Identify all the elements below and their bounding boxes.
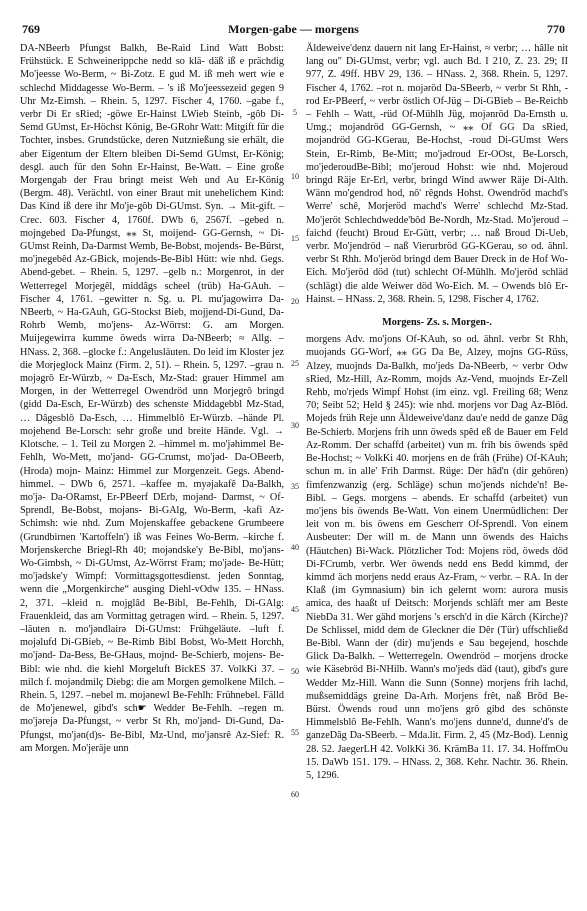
line-number: 35 [291, 482, 299, 491]
page-header [0, 22, 587, 38]
line-number: 60 [291, 790, 299, 799]
line-number: 30 [291, 421, 299, 430]
line-number: 55 [291, 728, 299, 737]
line-number: 5 [293, 108, 297, 117]
column-left-text: DA-NBeerb Pfungst Balkh, Be-Raid Lind Watt Bobst: Frühstück. E Schweinerippche nedd so klä- däß iß e prächdig Mo'jeesse Wo-Berm, ~ Bi-Zotz. E gud M. iß meh wert wie e schlechd Middagesse Wo-Berm. – 's iß Mo'jeessezeid gegen 9 Uhr Mz-Eimsh. – Rhein. 5, 1297. Fischer 4, 1760. –gabe f., verbr Di Er sRied; -göwe Er-Hainst LWieb Steinb, -gôb Di-Semd GUmst, Er-Höchst König, Be-GRohr Watt: Mitgift für die Tochter, insbes. Grundstücke, deren Nutznießung sie erhält, die aber Eigentum der Eltern bleiben Di-Semd GUmst, Er-König; desgl. auch für den Sohn Er-Hainst, Be-Watt. – Eine große Morgengab der Frau bringt meist Weh und Au Er-König (Bergm. 48). Verächtl. von einer Braut mit unehelichem Kind: Das Kind iß dere ihr Mo'je-gôb Di-GUmst. Syn. → Mit-gift. – Crec. 603. Fischer 4, 1760f. DWb 6, 2567f. –gebed n. mojngebed Da-Pfungst, ⁎⁎ St, moijend- GG-Gernsh, ~ Di-GUmst Reinh, Da-Darmst Wemb, Be-Bobst, mojends- Be-Bürst, mo'jnegebêd Az-GBick, mojends-Be-Bibl Hütt: wie nhd. Gegs. Abend-gebet. – Rhein. 5, 1297. –gelb n.: Morgenrot, in der Wetterregel Morjegêl, middâgs scheel (trüb) Ha-GAuh. – Fischer 4, 1761. –gewitter n. Sg. u. Pl. mu'jagowirrə Da-NBeerb, ~ Ha-GAuh, GG-Stockst Bieb, mojjend-Di-Gund, Da-Rohrb Wemb, mo'jens- Az-Wörrst: G. am Morgen. Muijegewirra kumme öweds wirra Da-NBeerb; ≈ Allg. – HNass. 2, 368. –glocke f.: Angelusläuten. Do leid im Kloster jez die Morjeglock Mainz (Firm. 2, 51). – Rhein. 5, 1297. –grau n. mojəgrô Er-Würzb, ~ Da-Esch, Mz-Stad: grauer Himmel am Morgen, in der Wetterregel Owendröd unn Morjegrô bringd (gidd Da-Esch, Er-Würzb) des schenste Middagebbl Mz-Stad, … Dâgesblô Da-Esch, … Himmelblô Er-Würzb. –hände Pl. mojehend Be-Lorsch: sehr große und breite Hände. Vgl. → Klotsche. – 1. Teil zu Morgen 2. –himmel m. mo'jəhimmel Be-Fehlh, Wo-Mett, mo'jənd- GG-Crumst, mo'jəd- Da-OBeerb, (Hroda) mojn- Mainz: Himmel zur Morgenzeit. Gegs. Abend-himmel. – DWb 6, 2571. –kaffee m. myəjakafê Da-Balkh, mo'jə- Da-ORamst, Er-PBeerf DErb, mojənd- Darmst, ~ Of-Sprendl, Be-Bobst, mojəns- Bi-GAlg, Wo-Berm, -kafi Az-Schimsh: wie nhd. Zum Mojenskaffee gebackene Grumbeere (Grundbirnen 'Kartoffeln') iß was Feines Wo-Berm. –kirche f. Morjenskerche Briegl-Rh 40; mojəndske'y Be-Bibl, mo'jəns- Wo-Gimbsh, ~ Di-GUmst, Az-Wörrst Fram; mo'jəde- Be-Hütt; mo'jədske'y Wimpf: Vormittagsgottesdienst. jeden Sonntag, wenn die „Morgenkirche“ ausging Diehl-vOdw 135. – HNass. 2, 371. –kleid n. mojglâd Be-Bibl, Be-Fehlh, Di-GAlg: Frauenkleid, das am Vormittag getragen wird. – Rhein. 5, 1297. –läuten n. mo'jəndlairə Di-GUmst: Frühgeläute. –luft f. mojəlufd Di-GBieb, ~ Be-Rimb Bibl Bobst, Wo-Mett Horchh, mo'jənd- Da-Bess, Be-GHaus, mojnd- Be-Schierb, mojens- Be-Bibl: wie nhd. die kiehl Morgeluft BickES 37. VolkKi 37. –milch f. mojəndmilç Diebg: die am Morgen gemolkene Milch. – Rhein. 5, 1297. –nebel m. mojənewl Be-Fehlh: Frühnebel. Fälld de Mo'jenewel, gibd's sch☛ Wedder Be-Fehlh. –regen m. mo'jərejə Da-Pfungst, ~ verbr St Rh, mo'jənd- Di-Gund, Da-Pfungst, mo'jən(d)s- Be-Bibl, Mz-Und, mo'jənsrê Az-Sief: R. am Morgen. Mo'jeräje unn [20, 43, 284, 754]
line-number: 15 [291, 234, 299, 243]
column-right [306, 42, 568, 782]
line-number: 50 [291, 667, 299, 676]
line-number: 25 [291, 359, 299, 368]
running-title: Morgen-gabe — morgens [228, 22, 359, 36]
column-left [20, 42, 284, 755]
entry-headword-morgens-zs: Morgens- Zs. s. Morgen-. [382, 317, 492, 329]
line-number: 45 [291, 605, 299, 614]
line-number: 20 [291, 297, 299, 306]
page-number-left: 769 [22, 22, 40, 36]
line-number: 40 [291, 543, 299, 552]
column-right-text-2: morgens Adv. mo'jons Of-KAuh, so od. ähnl. verbr St Rhh, muojənds GG-Worf, ⁎⁎ GG Da Be, Alzey, mojns GG-Rüss, Alzey, muojnds Da-Balkh, mo'jeds Da-NBeerb, ~ verbr Odw sRied, Mz-Hill, Az-Romm, mojds Az-Vend, muojnds Er-Zell Rehb, mo'rjeds Wimpf Hohst (im einz. vgl. Freiling 68; Wenz 70; Seibt 52; Held § 245): wie nhd. morjens vor Dag Az-Blöd. Mojeds früh Reje unn Äldeweive'danz dau'e nedd de ganze Dâg Be-Schierb. Morjens frih unn öweds spêd eß de Bauer em Feld Az-Romm. Der schaffd (arbeitet) vun m. frih bis öwends spêd Be-Hochst; ~ VolkKi 40. morjens en de frâh (Frühe) Of-KAuh; schun m. in alle' Frih Darmst. Rüge: Der hâd'n (dir gehören) fimfenzwanzig (erg. Schläge) schun mo'jends nichde'n! Be-Bibl. – Gegs. morgens – abends. Er schaffd (arbeitet) vun mo'jens bis öwends Be-Watt. Von einem Unermüdlichen: Der leit von m. bis öwens em Gescherr Of-Sprendl. Von einem Ausbeuter: Der will m. de Mann unn öwends des Haichs (Häutchen) Bi-Wack. Plötzlicher Tod: Mojens röd, öweds död Di-FCrumb, verbr. Wer öwends nedd ens Bedd kimmd, der kimmd äch morjens nedd eraus Az-Fram, ~ verbr. – RA. In der Klaß (im Gymnasium) bin ich gelernt worn: aurora musis amica, des haaßt uf Deitsch: Morjends schläft mer am Beste NiebDa 31. Wer gähd morjens 's ersch'd in die Kärch (Kirche)? De Schlissel, midd dem de Gleckner die Dêr (Tür) uffschließd Be-Bibl. Wann der (dir) mu'jends e Sau begejend, hoschde Glick Da-Balkh. – Wetterregeln. Owendröd – morjens drocke wie Käsebröd Bi-NHilb. Wann's mo'jeds däd (taut), gibd's gure Wedder Mz-Hill. Wann die Sunn (Sonne) morjens frih lachd, mußsemiddägs greine Da-Arh. Morjens frêt, naß Brôd Be-Bürst. Öwends roud unn mo'jens grô gibd des schönste Himmelsblô Be-Fehlh. Wann's mo'jens dunne'd, dunne'd's de ganzeDâg Da-SBeerb. – Mda.lit. Firm. 2, 45 (Mz-Bod). Lennig 28. 52. JaegerLH 42. VolkKi 36. KrämBa 11. 17. 34. HoffmOu 15. DaWb 151. 179. – HNass. 2, 368. Kehr. Nachtr. 36. Rhein. 5, 1296. [306, 334, 568, 781]
page-number-right: 770 [547, 22, 565, 36]
line-number: 10 [291, 172, 299, 181]
column-right-text-1: Äldeweive'denz dauern nit lang Er-Hainst, ≈ verbr; … hâlle nit lang ou" Di-GUmst, verbr; vgl. auch Bd. I 210, Z. 23. 29; II 977, Z. 49ff. HBV 29, 136. – HNass. 2, 368. Rhein. 5, 1297. Fischer 4, 1762. –rot n. mojəröd Da-SBeerb, ~ verbr St Rhh, -rod Er-PBeerf, ~ verbr östlich Of-Jüg – Di-GBieb – Be-Reichb – Fehlh – Watt, -rüd Of-Mühlh Jüg, mojənröd Da-Ernsth u. Umg.; mojəndröd GG-Gernsh, ~ ⁎⁎ Of GG Da sRied, mojəndröd GG-KGerau, Be-Hochst, -roud Di-GUmst Wers Stein, Er-Rimb, Be-Mitt; mo'jədroud Er-OOst, Be-Lorsch, mo'jederoudBe-Bibl; mo'jeroud Hohst: wie nhd. Mojeroud bringd Räje Er-Erl, verbr, bringd Wind awwer Räje Di-Alth. Wänn mo'gendrod hod, nô' rêgnds Hohst. Owendröd machd's Werre' schê, Morjeröd machd's Werre' schlechd Mz-Stad. Mo'jeröt Schlechdwedde'bôd Be-Nordh, Mz-Stad. Mo'jeroud – faichd (feucht) Broud Er-Gütt, verbr; … naß Broud Di-Ueb, verbr. Mo'jendröd – naß Vierurbröd GG-KGerau, so od. ähnl. verbr St Rhh. Mo'jeröd bringd dem Bauer Dreck in de Hof Wo-Eich. Mo'jeröd död (tut) schlecht Of-Mühlh. Mo'jeröd schläd (schlägt) die alde Weiwer död Wo-Eich. M. – Owends blô Er-Hainst. – HNass. 2, 368. Rhein. 5, 1298. Fischer 4, 1762. [306, 43, 568, 305]
